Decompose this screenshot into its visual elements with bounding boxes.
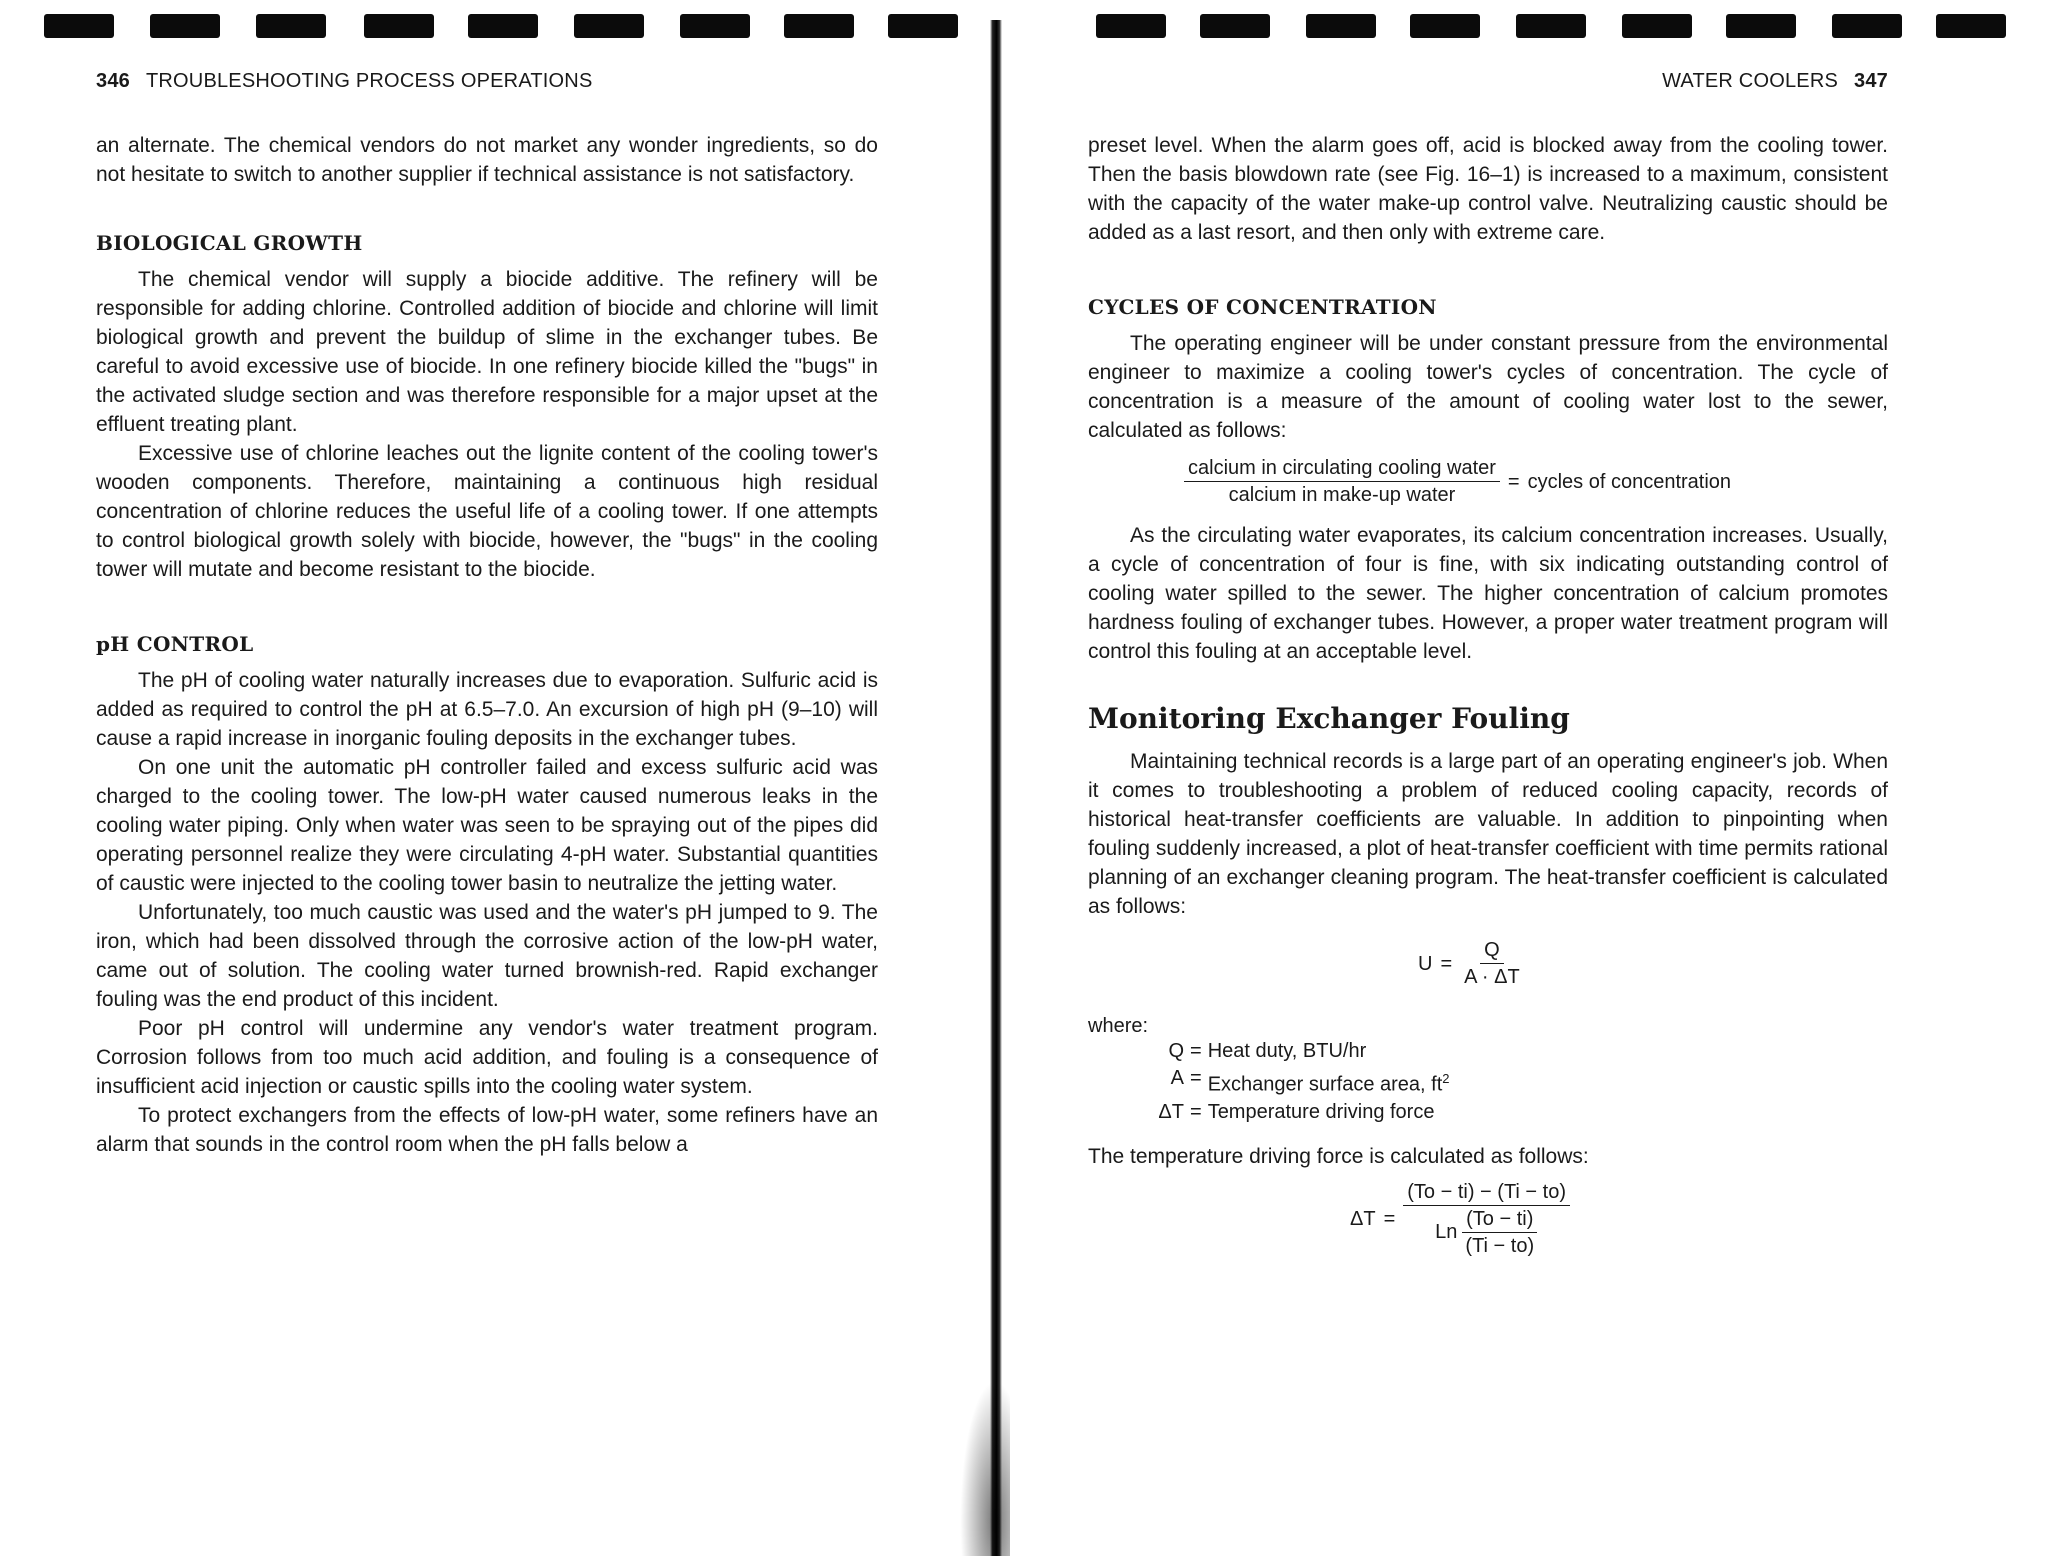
definition-equals: =: [1190, 1040, 1202, 1062]
u-equation: [1418, 939, 1888, 989]
binding-holes: [0, 0, 2048, 50]
binding-hole: [1622, 14, 1692, 38]
binding-hole: [1096, 14, 1166, 38]
binding-hole: [1936, 14, 2006, 38]
binding-hole: [574, 14, 644, 38]
definition-symbol: A: [1170, 1067, 1184, 1089]
u-denominator: A · ΔT: [1464, 966, 1520, 988]
cycles-fraction: [1184, 457, 1500, 507]
log-mean-term: [1435, 1208, 1538, 1258]
bio-paragraph-1: The chemical vendor will supply a biocide additive. The refinery will be responsible for adding chlorine. Controlled addition of biocide and chlorine will limit biological growth and prevent the buildup of slime in the exchanger tubes. Be careful to avoid excessive use of biocide. In one refinery biocide killed the "bugs" in the activated sludge section and was therefore responsible for a major upset at the effluent treating plant.: [96, 268, 878, 436]
definition-superscript: 2: [1442, 1071, 1450, 1086]
binding-hole: [1200, 14, 1270, 38]
delta-t-equation: [1350, 1181, 1888, 1258]
binding-hole: [1306, 14, 1376, 38]
binding-hole: [784, 14, 854, 38]
definition-row: [1138, 1065, 1888, 1099]
heading-ph-control: pH CONTROL: [96, 632, 254, 656]
log-denominator: (Ti − to): [1465, 1234, 1535, 1257]
definition-meaning: Heat duty, BTU/hr: [1207, 1040, 1367, 1062]
ph-paragraph-5: To protect exchangers from the effects of low-pH water, some refiners have an alarm that sounds in the control room when the pH falls below a: [96, 1104, 878, 1156]
delta-t-lhs: ΔT: [1350, 1207, 1376, 1230]
binding-hole: [1410, 14, 1480, 38]
cycles-equals-sign: =: [1507, 470, 1520, 493]
definition-symbol: ΔT: [1158, 1100, 1184, 1123]
definition-meaning: Temperature driving force: [1207, 1100, 1435, 1123]
u-equals-sign: =: [1440, 952, 1453, 975]
definition-list: [1138, 1038, 1888, 1126]
heading-biological-growth: BIOLOGICAL GROWTH: [96, 231, 363, 255]
monitoring-paragraph-1: Maintaining technical records is a large part of an operating engineer's job. When it comes to troubleshooting a problem of reduced cooling capacity, records of historical heat-transfer coefficients are valuable. In addition to pinpointing when fouling suddenly increased, a plot of heat-transfer coefficient with time permits rational planning of an exchanger cleaning program. The heat-transfer coefficient is calculated as follows:: [1088, 750, 1888, 918]
running-head-title-right: WATER COOLERS: [1662, 70, 1839, 92]
definition-meaning-text: Exchanger surface area, ft: [1207, 1073, 1443, 1096]
binding-hole: [44, 14, 114, 38]
log-fraction: [1461, 1208, 1538, 1258]
right-page: [1088, 70, 1888, 1272]
u-lhs: U: [1418, 952, 1433, 975]
binding-hole: [888, 14, 958, 38]
ph-paragraph-2: On one unit the automatic pH controller failed and excess sulfuric acid was charged to the cooling tower. The low-pH water caused numerous leaks in the cooling water piping. Only when water was seen to be spraying out of the pipes did operating personnel realize they were circulating 4-pH water. Substantial quantities of caustic were injected to the cooling tower basin to neutralize the jetting water.: [96, 756, 878, 895]
right-running-head: [1088, 70, 1888, 93]
cycles-paragraph-2: As the circulating water evaporates, its calcium concentration increases. Usually, a cycle of concentration of four is fine, with six indicating outstanding control of cooling water spilled to the sewer. The higher concentration of calcium promotes hardness fouling of exchanger tubes. However, a proper water treatment program will control this fouling at an acceptable level.: [1088, 524, 1888, 663]
heading-monitoring-exchanger-fouling: Monitoring Exchanger Fouling: [1088, 702, 1570, 735]
u-fraction: [1460, 939, 1524, 989]
definition-symbol: Q: [1168, 1040, 1184, 1062]
delta-t-numerator: (To − ti) − (Ti − to): [1403, 1181, 1570, 1206]
monitoring-paragraph-2: The temperature driving force is calculated as follows:: [1088, 1144, 1589, 1168]
ph-paragraph-4: Poor pH control will undermine any vendor's water treatment program. Corrosion follows from too much acid addition, and fouling is a consequence of insufficient acid injection or caustic spills into the cooling water system.: [96, 1017, 878, 1098]
definition-equals: =: [1190, 1067, 1202, 1089]
left-running-head: [96, 70, 878, 93]
right-intro-paragraph: preset level. When the alarm goes off, acid is blocked away from the cooling tower. Then the basis blowdown rate (see Fig. 16–1) is increased to a maximum, consistent with the capacity of the water make-up control valve. Neutralizing caustic should be added as a last resort, and then only with extreme care.: [1088, 134, 1888, 244]
binding-hole: [468, 14, 538, 38]
delta-t-fraction: [1403, 1181, 1570, 1258]
book-gutter: [990, 20, 1002, 1556]
binding-hole: [1726, 14, 1796, 38]
delta-t-denominator: [1431, 1206, 1542, 1258]
log-numerator: (To − ti): [1462, 1208, 1537, 1233]
cycles-result: cycles of concentration: [1527, 470, 1732, 493]
u-numerator: Q: [1480, 939, 1504, 964]
binding-hole: [364, 14, 434, 38]
left-page: [96, 70, 878, 1159]
delta-t-equals-sign: =: [1383, 1207, 1396, 1230]
binding-hole: [150, 14, 220, 38]
left-intro-paragraph: an alternate. The chemical vendors do not market any wonder ingredients, so do not hesitate to switch to another supplier if technical assistance is not satisfactory.: [96, 134, 878, 186]
definition-equals: =: [1190, 1100, 1202, 1123]
running-head-title-left: TROUBLESHOOTING PROCESS OPERATIONS: [145, 70, 593, 92]
cycles-equation: [1184, 457, 1888, 507]
cycles-paragraph-1: The operating engineer will be under constant pressure from the environmental engineer to maximize a cooling tower's cycles of concentration. The cycle of concentration is a measure of the amount of cooling water lost to the sewer, calculated as follows:: [1088, 332, 1888, 442]
ph-paragraph-3: Unfortunately, too much caustic was used and the water's pH jumped to 9. The iron, which had been dissolved through the corrosive action of the low-pH water, came out of solution. The cooling water turned brownish-red. Rapid exchanger fouling was the end product of this incident.: [96, 901, 878, 1011]
definition-row: [1138, 1099, 1888, 1126]
page-number-right: 347: [1854, 70, 1888, 92]
cycles-denominator: calcium in make-up water: [1228, 484, 1456, 506]
cycles-numerator: calcium in circulating cooling water: [1184, 457, 1500, 482]
gutter-shadow: [960, 1380, 1010, 1556]
page-number-left: 346: [96, 70, 130, 92]
bio-paragraph-2: Excessive use of chlorine leaches out the lignite content of the cooling tower's wooden components. Therefore, maintaining a continuous high residual concentration of chlorine reduces the useful life of a cooling tower. If one attempts to control biological growth solely with biocide, however, the "bugs" in the cooling tower will mutate and become resistant to the biocide.: [96, 442, 878, 581]
binding-hole: [256, 14, 326, 38]
heading-cycles-of-concentration: CYCLES OF CONCENTRATION: [1088, 295, 1437, 319]
binding-hole: [1516, 14, 1586, 38]
ln-operator: Ln: [1435, 1221, 1458, 1244]
definition-row: [1138, 1038, 1888, 1065]
binding-hole: [1832, 14, 1902, 38]
binding-hole: [680, 14, 750, 38]
definition-meaning: [1208, 1065, 1450, 1099]
where-label: where:: [1088, 1015, 1149, 1037]
ph-paragraph-1: The pH of cooling water naturally increases due to evaporation. Sulfuric acid is added as required to control the pH at 6.5–7.0. An excursion of high pH (9–10) will cause a rapid increase in inorganic fouling deposits in the exchanger tubes.: [96, 669, 878, 750]
